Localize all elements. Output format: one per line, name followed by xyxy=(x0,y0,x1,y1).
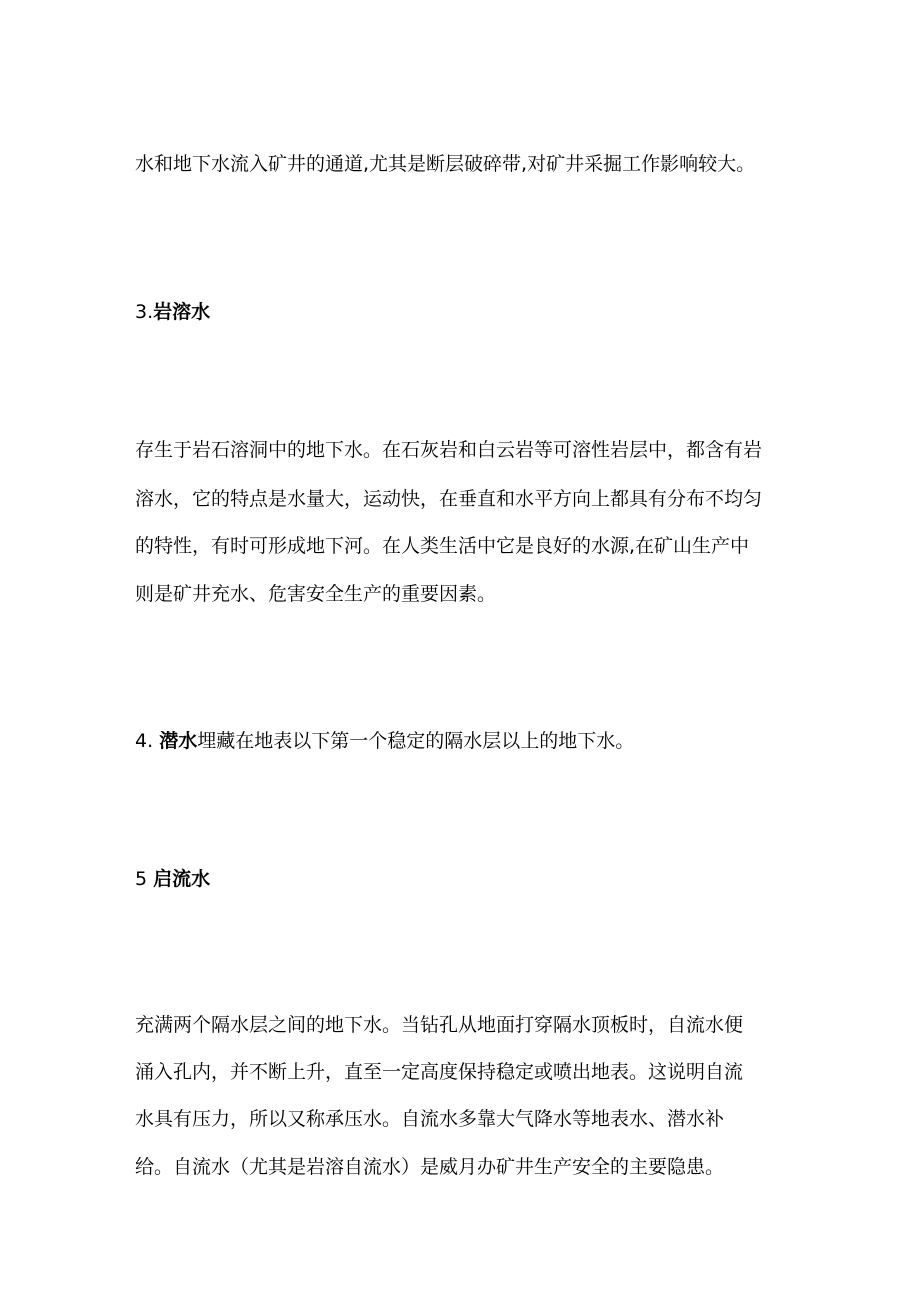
section-4-line xyxy=(135,729,634,753)
paragraph-3-line-4: 则是矿井充水、危害安全生产的重要因素。 xyxy=(135,583,497,605)
paragraph-5-line-1: 充满两个隔水层之间的地下水。当钻孔从地面打穿隔水顶板时，自流水便 xyxy=(135,1014,744,1036)
paragraph-5-line-2: 涌入孔内，并不断上升，直至一定高度保持稳定或喷出地表。这说明自流 xyxy=(135,1061,744,1083)
paragraph-5-line-3: 水具有压力，所以又称承压水。自流水多靠大气降水等地表水、潜水补 xyxy=(135,1108,725,1130)
section-5-number: 5 xyxy=(135,868,148,890)
paragraph-continuation-line: 水和地下水流入矿井的通道,尤其是断层破碎带,对矿井采掘工作影响较大。 xyxy=(135,153,756,175)
paragraph-3-line-1: 存生于岩石溶洞中的地下水。在石灰岩和白云岩等可溶性岩层中，都含有岩 xyxy=(135,439,763,461)
section-5-title: 启流水 xyxy=(153,868,211,890)
section-3-heading xyxy=(135,300,210,324)
paragraph-3-line-2: 溶水，它的特点是水量大，运动快，在垂直和水平方向上都具有分布不均匀 xyxy=(135,488,763,510)
section-4-number: 4. xyxy=(135,730,154,752)
paragraph-5-line-4: 给。自流水（尤其是岩溶自流水）是威月办矿井生产安全的主要隐患。 xyxy=(135,1156,725,1178)
paragraph-3-line-3: 的特性，有时可形成地下河。在人类生活中它是良好的水源,在矿山生产中 xyxy=(135,535,750,557)
section-3-title: 岩溶水 xyxy=(153,301,211,323)
section-5-heading xyxy=(135,867,210,891)
section-4-title: 潜水 xyxy=(159,730,198,752)
section-4-text: 埋藏在地表以下第一个稳定的隔水层以上的地下水。 xyxy=(197,730,635,752)
section-3-number: 3. xyxy=(135,301,154,323)
